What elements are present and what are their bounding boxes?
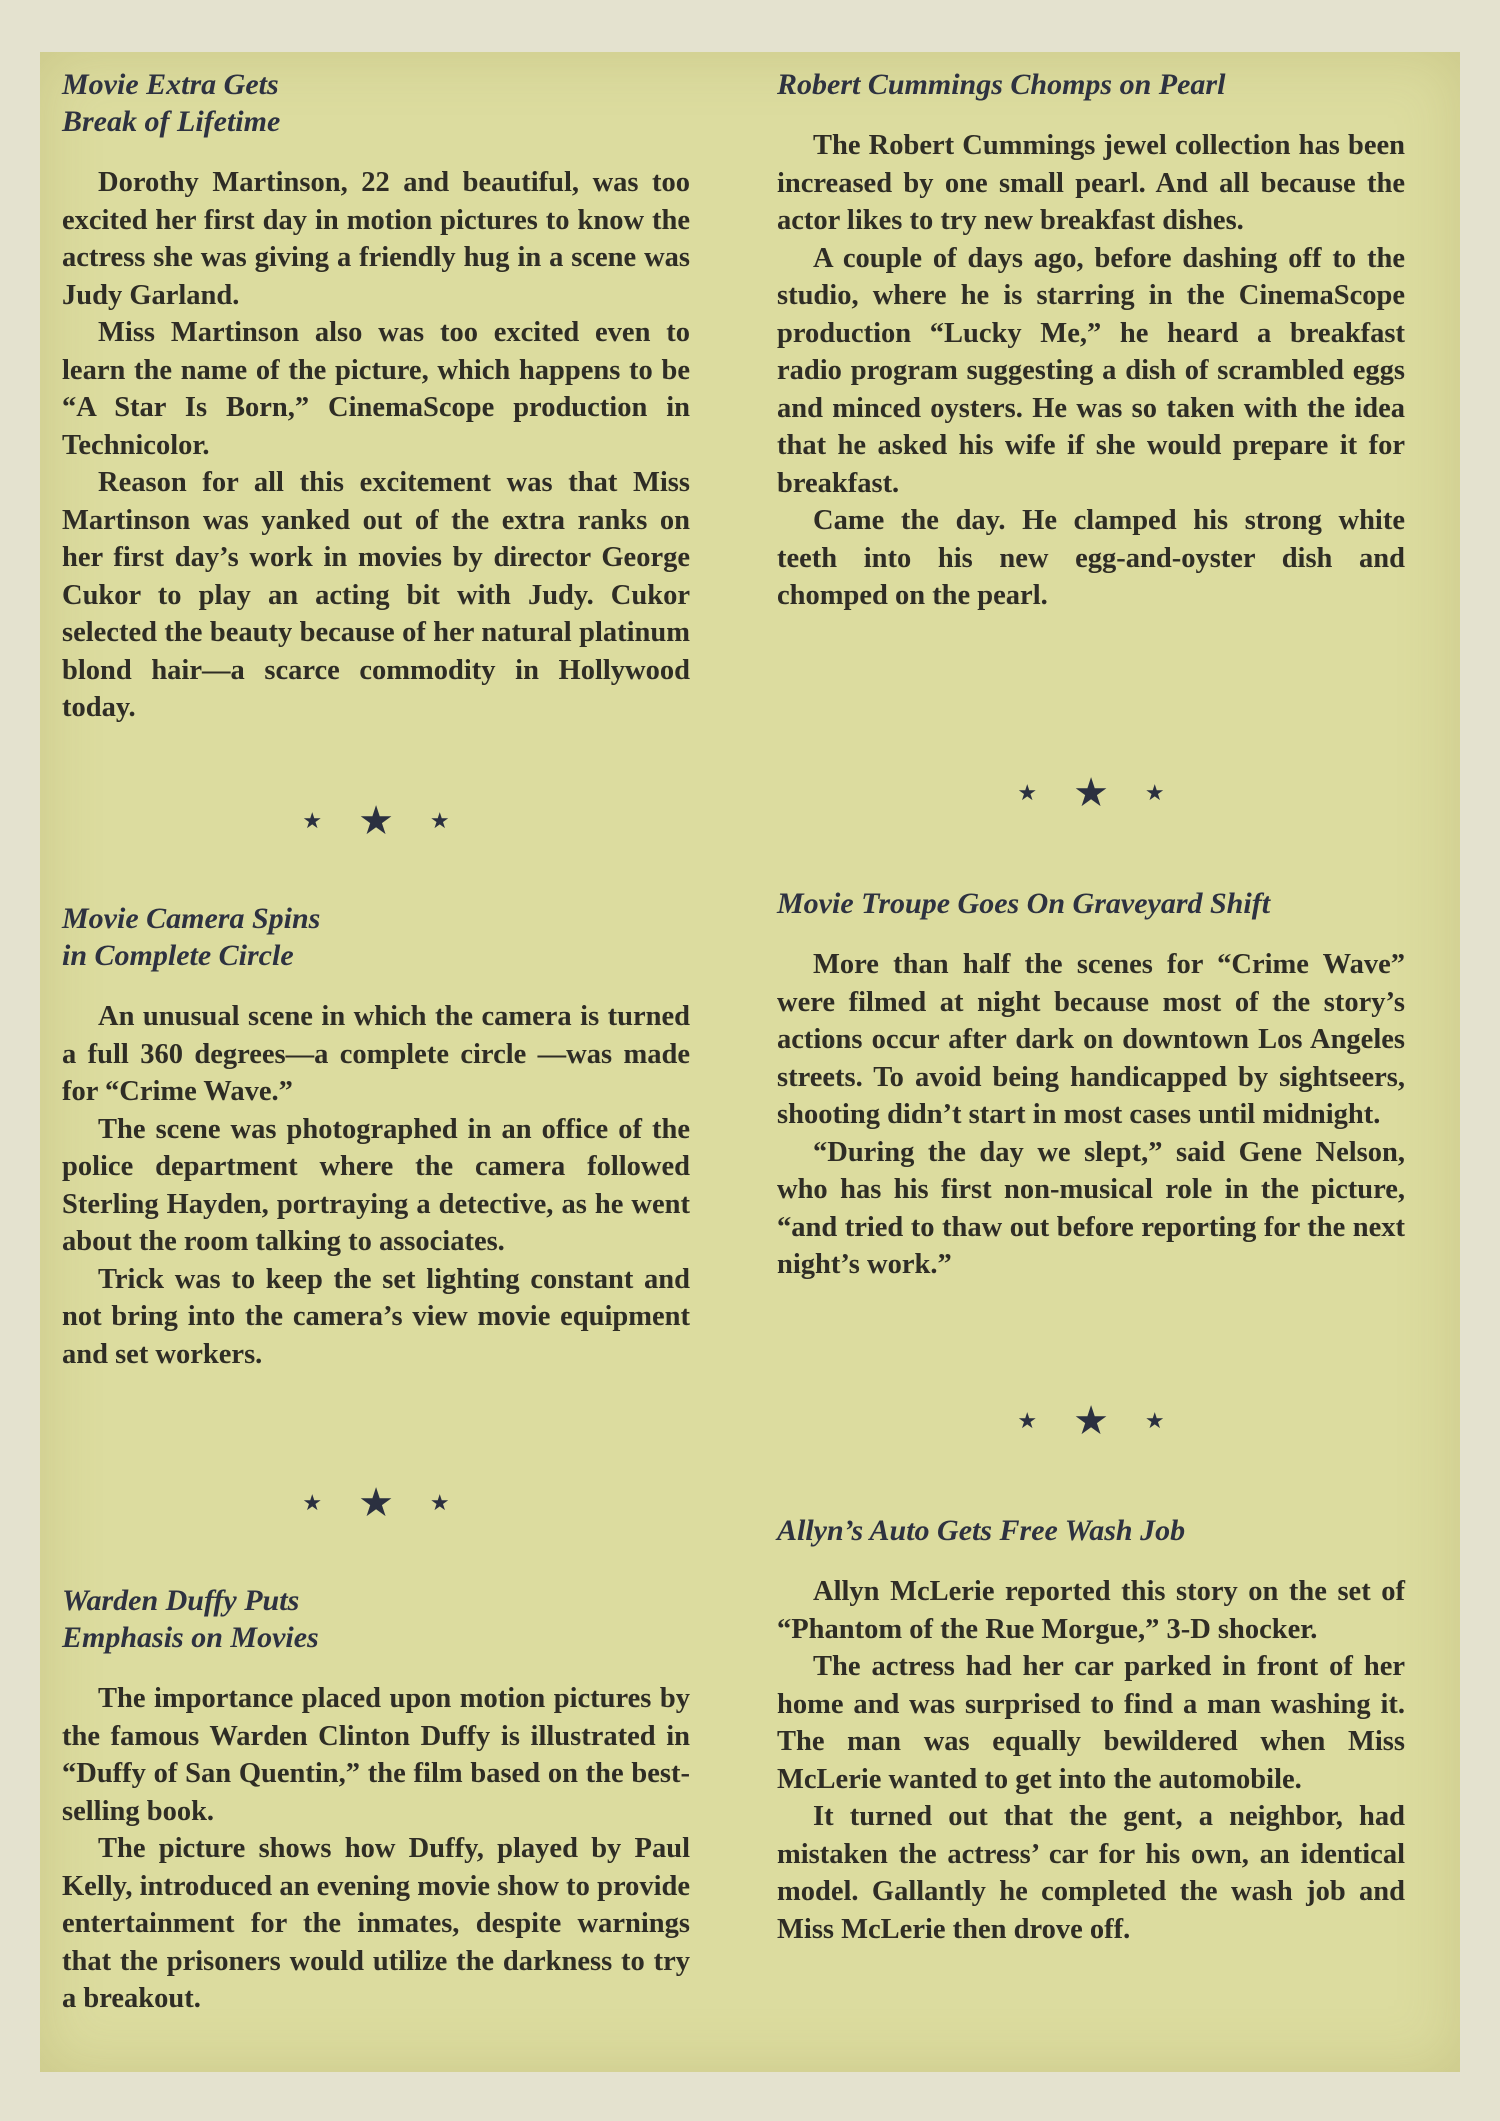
small-star-icon: ★: [1017, 780, 1038, 806]
headline-line: Movie Extra Gets: [62, 68, 279, 101]
article-paragraph: An unusual scene in which the camera is turned a full 360 degrees—a complete circle —was made for “Crime Wave.”: [62, 1001, 690, 1107]
small-star-icon: ★: [429, 808, 450, 834]
small-star-icon: ★: [302, 808, 323, 834]
small-star-icon: ★: [1017, 1408, 1038, 1434]
article-cummings-pearl: [777, 66, 1405, 615]
article-paragraph: “During the day we slept,” said Gene Nelson, who has his first non-musical role in the picture, “and tried to thaw out before reporting for the next night’s work.”: [777, 1136, 1405, 1280]
headline-line: Movie Camera Spins: [62, 902, 321, 935]
article-paragraph: The picture shows how Duffy, played by Paul Kelly, introduced an evening movie show to provide entertainment for the inmates, despite warnings that the prisoners would utilize the darkness to try a breakout.: [62, 1833, 690, 2014]
small-star-icon: ★: [1144, 1408, 1165, 1434]
article-paragraph: Reason for all this excitement was that Miss Martinson was yanked out of the extra ranks on her first day’s work in movies by director George Cukor to play an acting bit with Judy. Cukor selected the beauty because of her natural platinum blond hair—a scarce commodity in Hollywood today.: [62, 467, 690, 723]
headline-line: Warden Duffy Puts: [62, 1584, 300, 1617]
large-star-icon: ★: [1073, 770, 1109, 816]
headline-line: Robert Cummings Chomps on Pearl: [777, 68, 1226, 101]
star-divider: [62, 798, 690, 844]
article-headline: [777, 885, 1405, 922]
article-paragraph: The scene was photographed in an office of the police department where the camera followed Sterling Hayden, portraying a detective, as he went about the room talking to associates.: [62, 1113, 690, 1257]
small-star-icon: ★: [302, 1490, 323, 1516]
article-headline: [62, 1582, 690, 1656]
article-movie-extra: [62, 66, 690, 727]
small-star-icon: ★: [1144, 780, 1165, 806]
article-camera-spins: [62, 900, 690, 1373]
article-paragraph: Miss Martinson also was too excited even to learn the name of the picture, which happens to be “A Star Is Born,” CinemaScope production in Technicolor.: [62, 317, 690, 461]
headline-line: in Complete Circle: [62, 939, 294, 972]
article-paragraph: The Robert Cummings jewel collection has been increased by one small pearl. And all because the actor likes to try new breakfast dishes.: [777, 130, 1405, 236]
small-star-icon: ★: [429, 1490, 450, 1516]
headline-line: Emphasis on Movies: [62, 1621, 319, 1654]
article-headline: [777, 66, 1405, 103]
article-paragraph: Allyn McLerie reported this story on the set of “Phantom of the Rue Morgue,” 3-D shocker.: [777, 1576, 1405, 1645]
article-paragraph: Dorothy Martinson, 22 and beautiful, was too excited her first day in motion pictures to know the actress she was giving a friendly hug in a scene was Judy Garland.: [62, 167, 690, 311]
star-divider: [777, 770, 1405, 816]
article-paragraph: The actress had her car parked in front of her home and was surprised to find a man washing it. The man was equally bewildered when Miss McLerie wanted to get into the automobile.: [777, 1651, 1405, 1795]
headline-line: Allyn’s Auto Gets Free Wash Job: [777, 1514, 1186, 1547]
article-paragraph: Came the day. He clamped his strong white teeth into his new egg-and-oyster dish and chomped on the pearl.: [777, 505, 1405, 611]
article-paragraph: A couple of days ago, before dashing off to the studio, where he is starring in the CinemaScope production “Lucky Me,” he heard a breakfast radio program suggesting a dish of scrambled eggs and minced oysters. He was so taken with the idea that he asked his wife if she would prepare it for breakfast.: [777, 242, 1405, 499]
headline-line: Movie Troupe Goes On Graveyard Shift: [777, 887, 1271, 920]
star-divider: [777, 1398, 1405, 1444]
star-divider: [62, 1480, 690, 1526]
article-headline: [62, 900, 690, 974]
article-paragraph: It turned out that the gent, a neighbor, had mistaken the actress’ car for his own, an identical model. Gallantly he completed the wash job and Miss McLerie then drove off.: [777, 1801, 1405, 1945]
article-warden-duffy: [62, 1582, 690, 2018]
article-paragraph: The importance placed upon motion pictures by the famous Warden Clinton Duffy is illustrated in “Duffy of San Quentin,” the film based on the best-selling book.: [62, 1683, 690, 1827]
article-allyn-auto: [777, 1512, 1405, 1948]
article-headline: [62, 66, 690, 140]
large-star-icon: ★: [1073, 1398, 1109, 1444]
article-graveyard-shift: [777, 885, 1405, 1284]
article-paragraph: Trick was to keep the set lighting constant and not bring into the camera’s view movie equipment and set workers.: [62, 1263, 690, 1370]
headline-line: Break of Lifetime: [62, 105, 281, 138]
large-star-icon: ★: [358, 798, 394, 844]
article-headline: [777, 1512, 1405, 1549]
large-star-icon: ★: [358, 1480, 394, 1526]
article-paragraph: More than half the scenes for “Crime Wave” were filmed at night because most of the story’s actions occur after dark on downtown Los Angeles streets. To avoid being handicapped by sightseers, shooting didn’t start in most cases until midnight.: [777, 949, 1405, 1130]
